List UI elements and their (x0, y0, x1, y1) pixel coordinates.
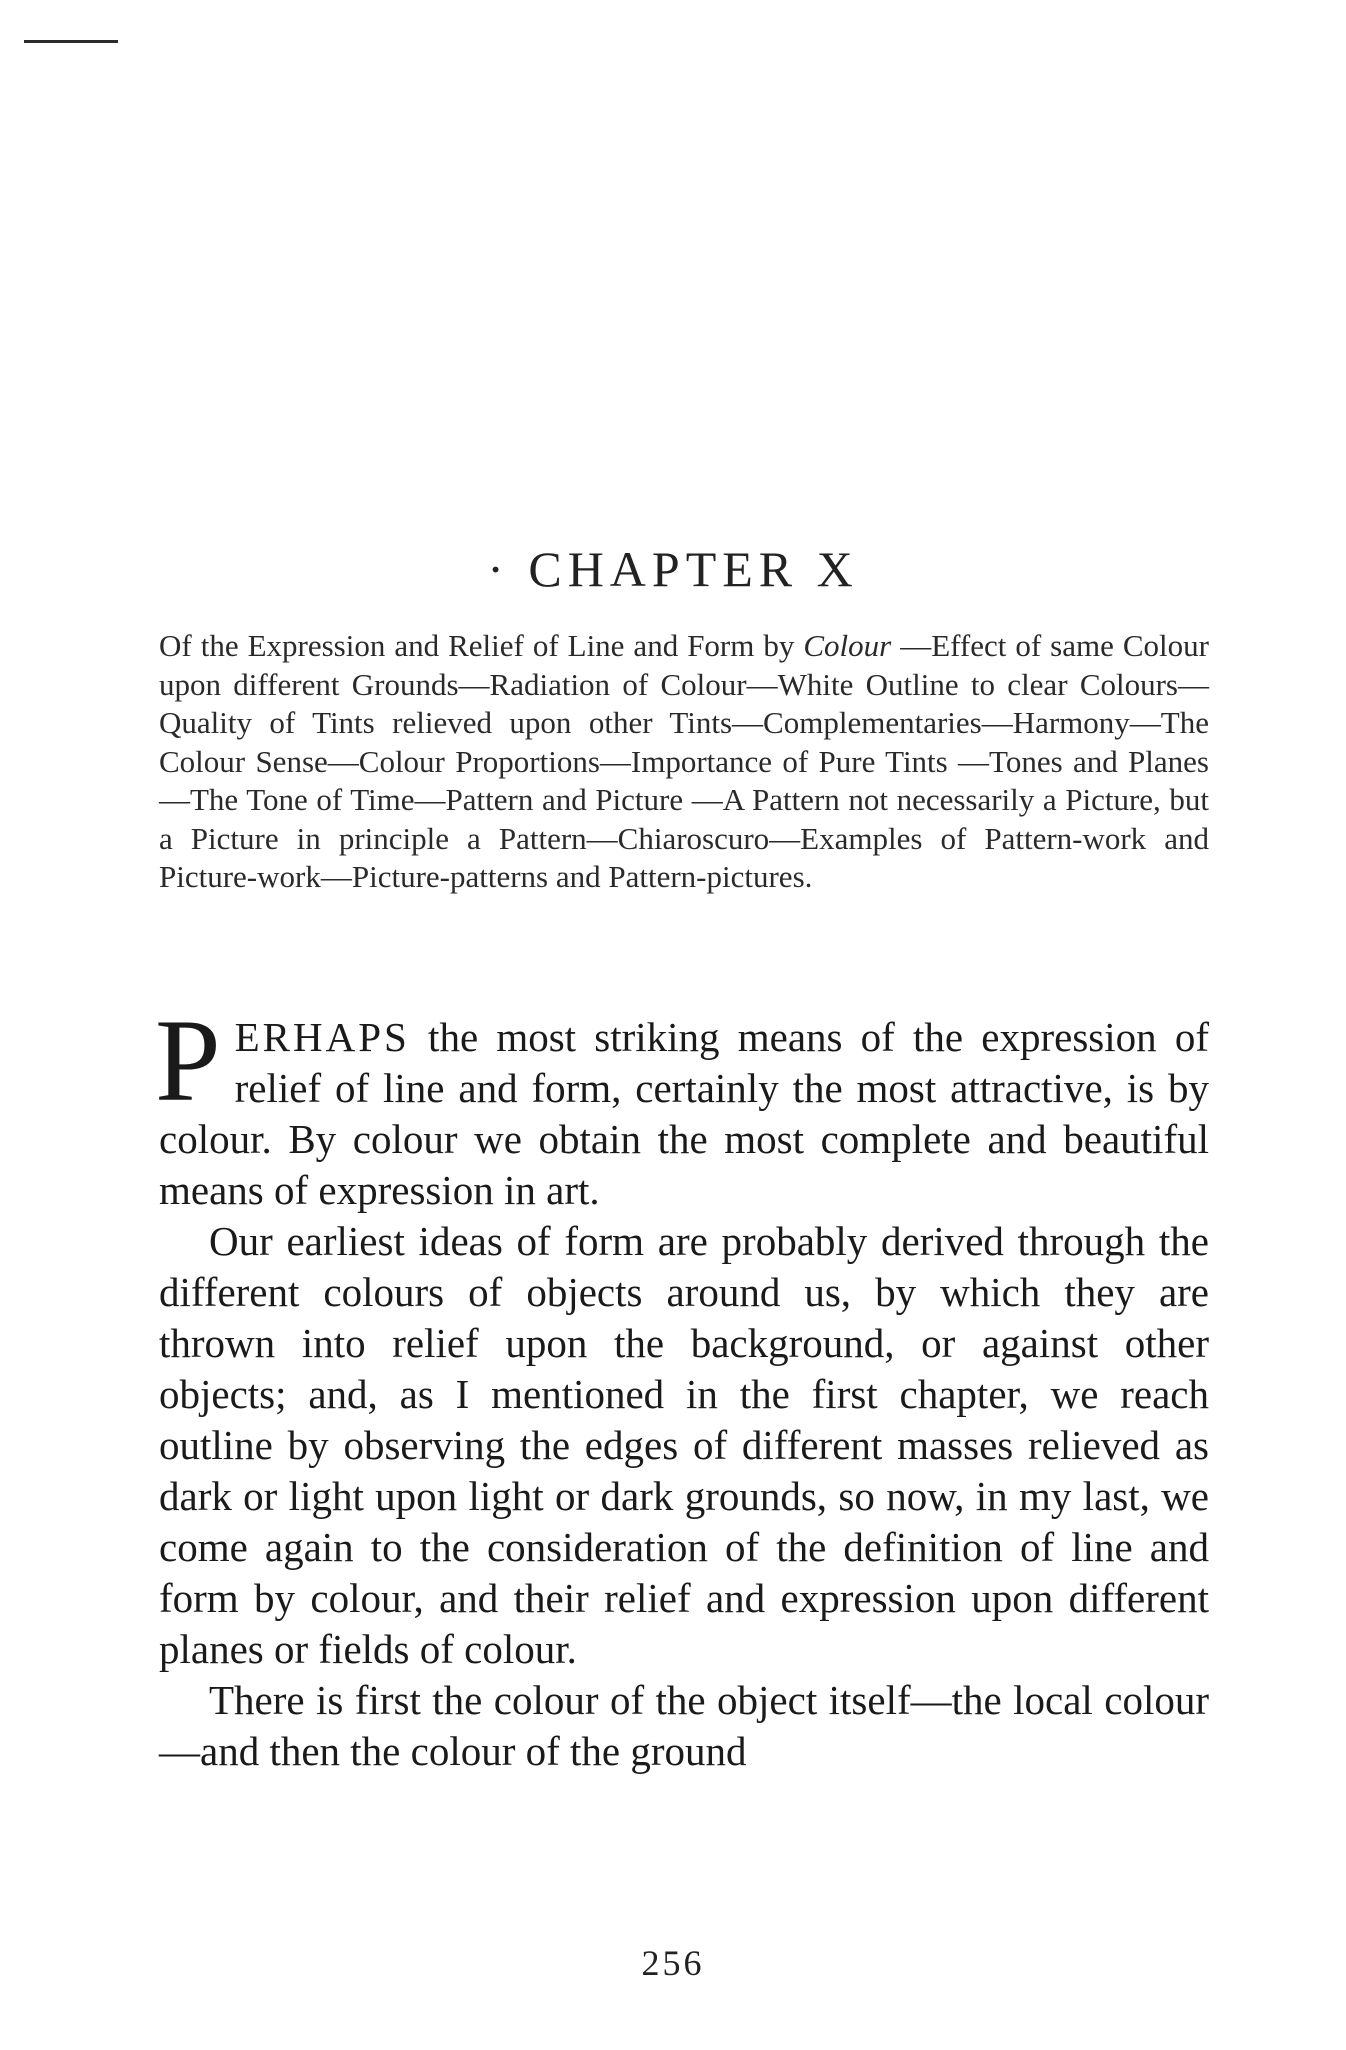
chapter-synopsis (159, 627, 1209, 897)
paragraph-3: There is first the colour of the object itself—the local colour—and then the colour of the ground (159, 1677, 1209, 1774)
synopsis-text-start: Of the Expression and Relief of Line and Form by (159, 628, 804, 663)
scan-mark (24, 40, 118, 43)
paragraph-1-text: the most striking means of the expression of relief of line and form, certainly the most attractive, is by colour. By colour we obtain the most complete and beautiful means of expression in art. (159, 1014, 1209, 1213)
opening-word: ERHAPS (234, 1014, 410, 1060)
page-number: 256 (641, 1943, 705, 1983)
paragraph-2: Our earliest ideas of form are probably derived through the different colours of objects around us, by which they are thrown into relief upon the background, or against other objects; and, as I mentioned in the first chapter, we reach outline by observing the edges of different masses relieved as dark or light upon light or dark grounds, so now, in my last, we come again to the consideration of the definition of line and form by colour, and their relief and expression upon different planes or fields of colour. (159, 1218, 1209, 1672)
body-text (155, 995, 1209, 1777)
drop-cap: P (155, 995, 221, 1126)
synopsis-text-rest: —Effect of same Colour upon different Grounds—Radiation of Colour—White Outline to clear Colours—Quality of Tints relieved upon other Tints—Complementaries—Harmony—The Colour Sense—Colour Proportions—Importance of Pure Tints —Tones and Planes—The Tone of Time—Pattern and Picture —A Pattern not necessarily a Picture, but a Picture in principle a Pattern—Chiaroscuro—Examples of Pattern-work and Picture-work—Picture-patterns and Pattern-pictures. (159, 628, 1209, 894)
synopsis-italic-word: Colour (803, 628, 892, 663)
paragraph-1 (155, 995, 1209, 1216)
chapter-heading: · CHAPTER X (487, 541, 859, 597)
